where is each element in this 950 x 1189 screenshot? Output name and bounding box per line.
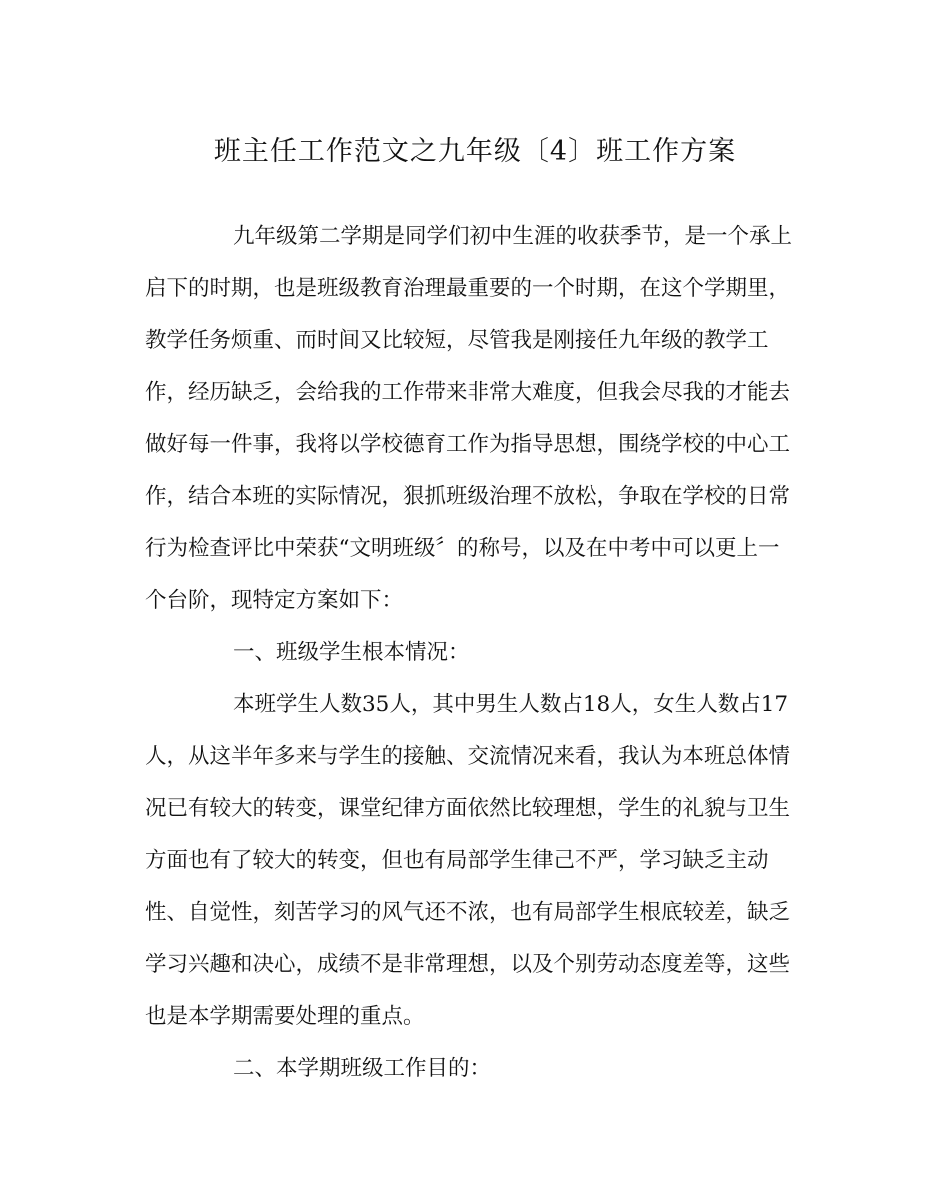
paragraph-line: 人，从这半年多来与学生的接触、交流情况来看，我认为本班总体情 [145, 744, 791, 769]
paragraph-line: 个台阶，现特定方案如下： [145, 588, 404, 613]
paragraph-line: 本班学生人数35人，其中男生人数占18人，女生人数占17 [233, 692, 789, 717]
paragraph-line: 做好每一件事，我将以学校德育工作为指导思想，围绕学校的中心工 [145, 432, 791, 457]
paragraph-line: 作，结合本班的实际情况，狠抓班级治理不放松，争取在学校的日常 [145, 484, 791, 509]
paragraph-line: 九年级第二学期是同学们初中生涯的收获季节，是一个承上 [233, 224, 793, 249]
paragraph-line: 学习兴趣和决心，成绩不是非常理想，以及个别劳动态度差等，这些 [145, 952, 791, 977]
section-heading-1: 一、班级学生根本情况： [233, 640, 470, 665]
paragraph-line: 性、自觉性，刻苦学习的风气还不浓，也有局部学生根底较差，缺乏 [145, 900, 791, 925]
paragraph-line: 教学任务烦重、而时间又比较短，尽管我是刚接任九年级的教学工 [145, 328, 769, 353]
paragraph-line: 行为检查评比中荣获“文明班级〞的称号，以及在中考中可以更上一 [145, 536, 780, 561]
paragraph-line: 也是本学期需要处理的重点。 [145, 1004, 425, 1029]
section-heading-2: 二、本学期班级工作目的： [233, 1056, 492, 1081]
paragraph-line: 启下的时期，也是班级教育治理最重要的一个时期，在这个学期里， [145, 276, 791, 301]
paragraph-line: 作，经历缺乏，会给我的工作带来非常大难度，但我会尽我的才能去 [145, 380, 791, 405]
paragraph-line: 方面也有了较大的转变，但也有局部学生律己不严，学习缺乏主动 [145, 848, 769, 873]
paragraph-line: 况已有较大的转变，课堂纪律方面依然比较理想，学生的礼貌与卫生 [145, 796, 791, 821]
document-title: 班主任工作范文之九年级〔4〕班工作方案 [213, 136, 737, 167]
